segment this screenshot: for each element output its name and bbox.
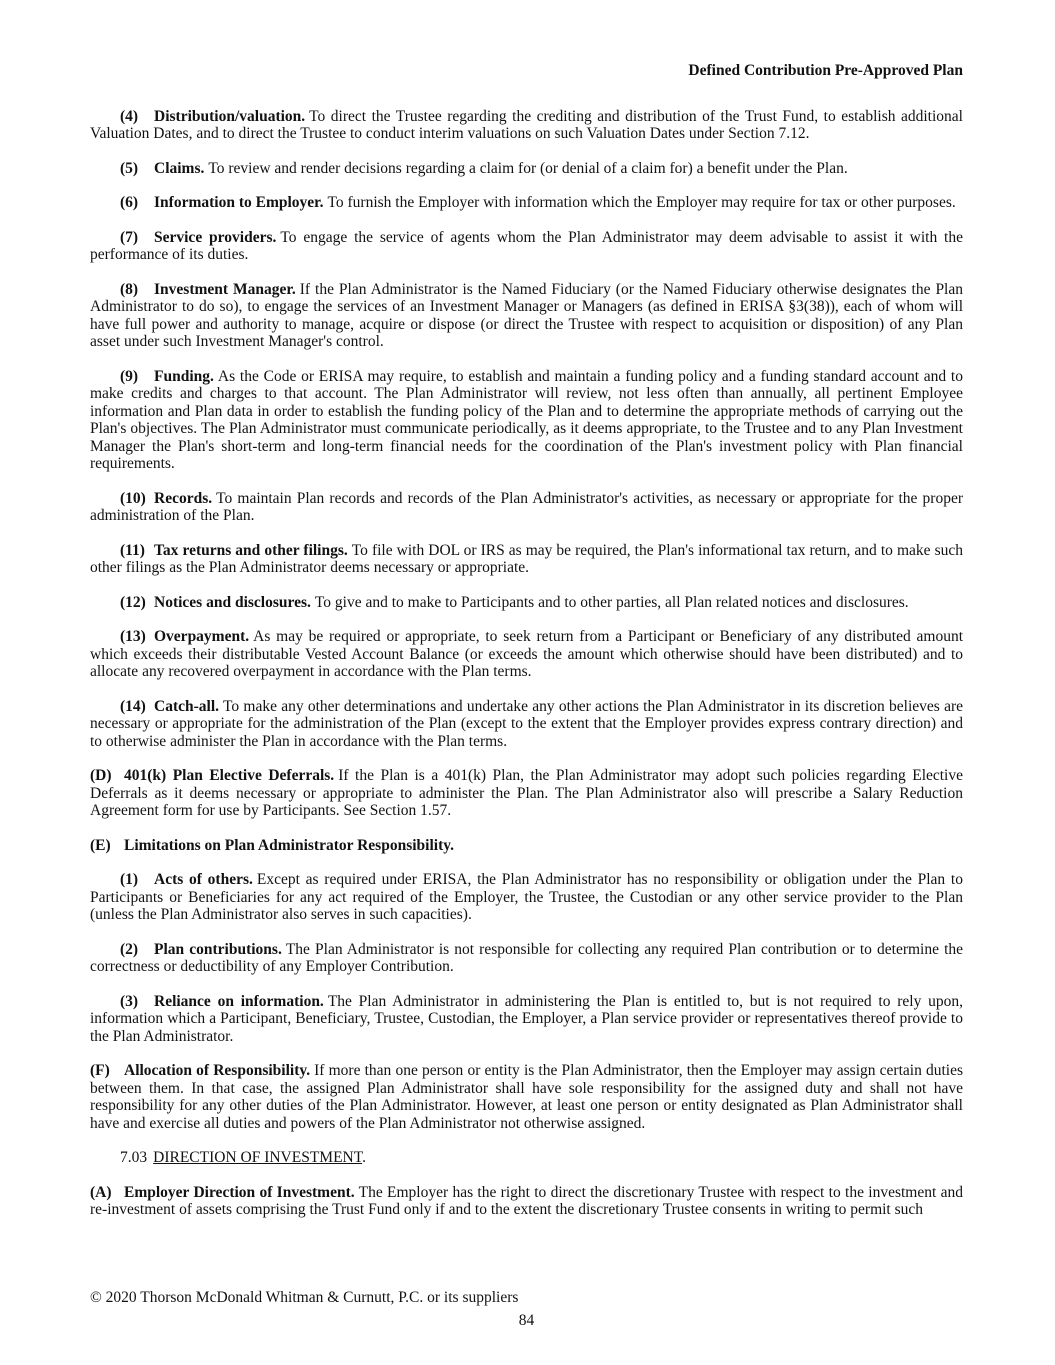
para-number: (4) — [120, 107, 139, 125]
para-number: (9) — [120, 367, 139, 385]
para-notices-disclosures — [90, 594, 963, 612]
para-plan-contributions — [90, 941, 963, 976]
para-text: To review and render decisions regarding a claim for (or denial of a claim for) a benefit under the Plan. — [208, 159, 848, 177]
para-label: Service providers. — [154, 228, 277, 246]
para-number: (2) — [120, 940, 139, 958]
para-text: If more than one person or entity is the Plan Administrator, then the Employer may assign certain duties between them. In that case, the assigned Plan Administrator shall have sole responsibility for the assigned duty and shall not have responsibility for any other duties of the Plan Administrator. However, at least one person or entity designated as Plan Administrator shall have and exercise all duties and powers of the Plan Administrator not otherwise assigned. — [90, 1062, 963, 1132]
page-header-title: Defined Contribution Pre-Approved Plan — [688, 62, 963, 79]
para-number: (14) — [120, 697, 146, 715]
para-label: Information to Employer. — [154, 194, 324, 211]
para-label: Funding. — [154, 367, 214, 385]
para-claims — [90, 160, 963, 178]
para-number: (1) — [120, 871, 139, 888]
para-records — [90, 490, 963, 525]
para-label: Tax returns and other filings. — [154, 541, 348, 559]
para-text: To make any other determinations and undertake any other actions the Plan Administrator in its discretion believes are necessary or appropriate for the administration of the Plan (except to the extent that the Employer provides express contrary direction) and to otherwise administer the Plan in accordance with the Plan terms. — [90, 697, 963, 750]
para-label: Records. — [154, 489, 213, 507]
para-label: Reliance on information. — [154, 992, 324, 1010]
para-text: To direct the Trustee regarding the crediting and distribution of the Trust Fund, to establish additional Valuation Dates, and to direct the Trustee to conduct interim valuations on such Valuation Dates under Section 7.12. — [90, 107, 963, 142]
para-catch-all — [90, 698, 963, 751]
para-text: To give and to make to Participants and to other parties, all Plan related notices and disclosures. — [314, 593, 909, 611]
para-label: Allocation of Responsibility. — [124, 1062, 311, 1079]
para-text: As the Code or ERISA may require, to establish and maintain a funding policy and a funding standard account and to make credits and charges to that account. The Plan Administrator will review, not less often than annually, all pertinent Employee information and Plan data in order to establish the funding policy of the Plan and to determine the appropriate methods of carrying out the Plan's objectives. The Plan Administrator must communicate periodically, as it deems appropriate, to the Trustee and to any Plan Investment Manager the Plan's short-term and long-term financial needs for the coordination of the Plan's investment policy with Plan financial requirements. — [90, 367, 963, 472]
para-overpayment — [90, 628, 963, 681]
para-allocation-of-responsibility — [90, 1062, 963, 1132]
para-text: The Plan Administrator in administering the Plan is entitled to, but is not required to rely upon, information which a Participant, Beneficiary, Trustee, Custodian, the Employer, a Plan service provider or representatives thereof provide to the Plan Administrator. — [90, 992, 963, 1045]
para-401k-elective-deferrals — [90, 767, 963, 820]
para-label: Claims. — [154, 159, 205, 177]
para-number: (7) — [120, 228, 139, 246]
para-reliance-on-information — [90, 993, 963, 1046]
para-label: Distribution/valuation. — [154, 107, 306, 125]
para-number: (E) — [90, 836, 111, 854]
para-label: Limitations on Plan Administrator Responsibility. — [124, 836, 455, 854]
para-number: (13) — [120, 628, 146, 645]
para-text: To maintain Plan records and records of the Plan Administrator's activities, as necessary or appropriate for the proper administration of the Plan. — [90, 489, 963, 524]
para-number: (12) — [120, 593, 146, 611]
para-label: Investment Manager. — [154, 280, 296, 298]
section-title-period: . — [362, 1149, 366, 1166]
para-tax-returns-filings — [90, 542, 963, 577]
para-number: (A) — [90, 1183, 112, 1201]
para-information-to-employer — [90, 194, 963, 212]
para-employer-direction-of-investment — [90, 1184, 963, 1219]
para-service-providers — [90, 229, 963, 264]
para-text: The Employer has the right to direct the discretionary Trustee with respect to the investment and re-investment of assets comprising the Trust Fund only if and to the extent the discretionary Trustee consents in writing to permit such — [90, 1183, 963, 1218]
para-text: If the Plan is a 401(k) Plan, the Plan Administrator may adopt such policies regarding Elective Deferrals as it deems necessary or appropriate to administer the Plan. The Plan Administrator also will prescribe a Salary Reduction Agreement form for use by Participants. See Section 1.57. — [90, 767, 963, 819]
footer-page-number: 84 — [518, 1311, 535, 1329]
para-number: (11) — [120, 541, 145, 559]
para-number: (5) — [120, 159, 139, 177]
para-distribution-valuation — [90, 108, 963, 143]
para-number: (F) — [90, 1062, 110, 1079]
para-label: Notices and disclosures. — [154, 593, 311, 611]
para-label: Plan contributions. — [154, 940, 282, 958]
para-text: The Plan Administrator is not responsible for collecting any required Plan contribution or to determine the correctness or deductibility of any Employer Contribution. — [90, 940, 964, 975]
footer-copyright: © 2020 Thorson McDonald Whitman & Curnutt, P.C. or its suppliers — [90, 1289, 519, 1306]
section-heading-7-03 — [90, 1149, 963, 1167]
para-text: If the Plan Administrator is the Named Fiduciary (or the Named Fiduciary otherwise designates the Plan Administrator to do so), to engage the services of an Investment Manager or Managers (as defined in ERISA §3(38)), each of whom will have full power and authority to manage, acquire or dispose (or direct the Trustee with respect to acquisition or disposition) of any Plan asset under such Investment Manager's control. — [90, 280, 963, 350]
para-label: Employer Direction of Investment. — [124, 1183, 355, 1201]
para-label: Catch-all. — [154, 697, 220, 715]
para-investment-manager — [90, 281, 963, 351]
para-number: (6) — [120, 194, 139, 211]
para-text: Except as required under ERISA, the Plan Administrator has no responsibility or obligation under the Plan to Participants or Beneficiaries for any act required of the Employer, the Trustee, the Custodian or any other service provider to the Plan (unless the Plan Administrator also serves in such capacities). — [90, 871, 963, 923]
para-number: (8) — [120, 280, 139, 298]
para-text: To furnish the Employer with information which the Employer may require for tax or other purposes. — [327, 194, 956, 211]
para-label: 401(k) Plan Elective Deferrals. — [124, 767, 335, 784]
para-text: As may be required or appropriate, to seek return from a Participant or Beneficiary of any distributed amount which exceeds their distributable Vested Account Balance (or exceeds the amount which otherwise should have been distributed) and to allocate any recovered overpayment in accordance with the Plan terms. — [90, 628, 963, 680]
para-text: To engage the service of agents whom the Plan Administrator may deem advisable to assist it with the performance of its duties. — [90, 228, 963, 263]
para-label: Overpayment. — [154, 628, 250, 645]
para-number: (D) — [90, 767, 112, 784]
section-title: DIRECTION OF INVESTMENT — [153, 1149, 363, 1166]
para-acts-of-others — [90, 871, 963, 924]
para-number: (10) — [120, 489, 146, 507]
heading-limitations-plan-admin-responsibility — [90, 837, 963, 855]
para-text: To file with DOL or IRS as may be required, the Plan's informational tax return, and to make such other filings as the Plan Administrator deems necessary or appropriate. — [90, 541, 963, 576]
page-footer — [90, 1289, 963, 1329]
section-number: 7.03 — [120, 1149, 148, 1166]
para-label: Acts of others. — [154, 871, 253, 888]
para-number: (3) — [120, 992, 139, 1010]
para-funding — [90, 368, 963, 473]
